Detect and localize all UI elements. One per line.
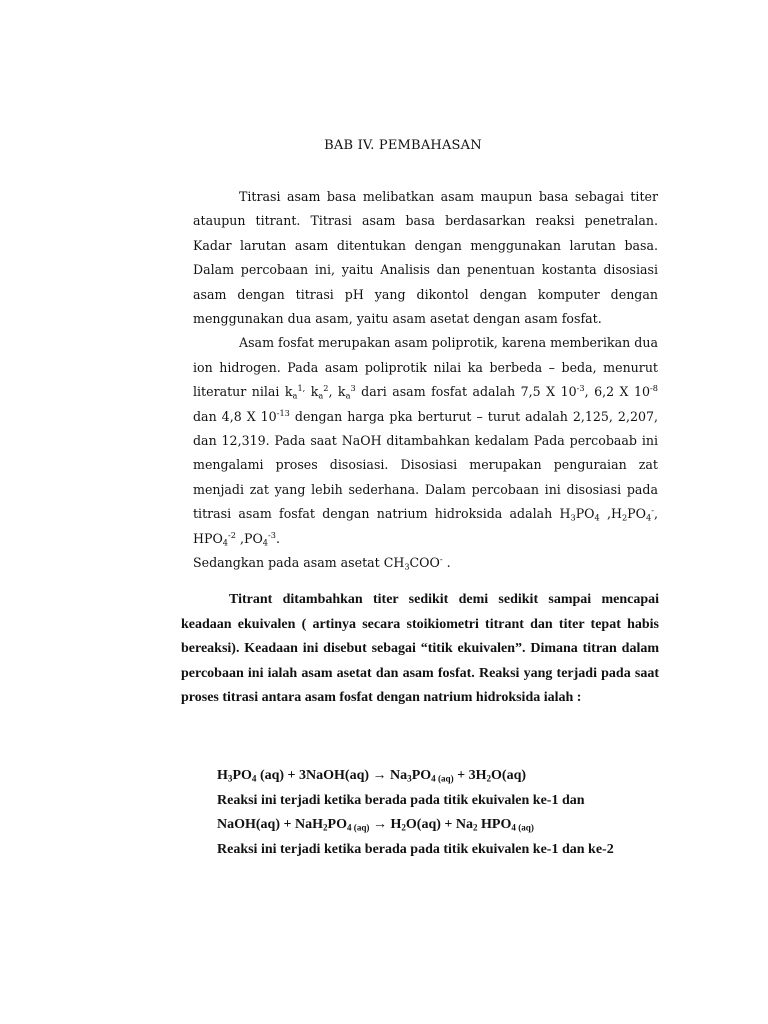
paragraph-titrasi: Titrasi asam basa melibatkan asam maupun basa sebagai titer ataupun titrant. Titrasi asam basa berdasarkan reaksi penetralan. Kadar larutan asam ditentukan dengan menggunakan larutan basa. Dalam percobaan ini, yaitu Analisis dan penentuan kostanta disosiasi asam dengan titrasi pH yang dikontol dengan komputer dengan menggunakan dua asam, yaitu asam asetat dengan asam fosfat. [193,189,658,327]
equation-2: NaOH(aq) + $NaH_2PO_{4 (aq)} \to H_2O(aq) + Na_2$ $HPO_{4 (aq)}$ [217,817,534,834]
equation-2-note: Reaksi ini terjadi ketika berada pada titik ekuivalen ke-1 dan ke-2 [217,842,614,858]
chapter-title: BAB IV. PEMBAHASAN [324,138,482,153]
equation-1: $H_3PO_4$ (aq) + 3NaOH(aq) → $Na_3PO_{4 (aq)} + 3H_2O(aq)$ [217,768,527,784]
body-text-bold [181,588,659,711]
paragraph-titrant: Titrant ditambahkan titer sedikit demi sedikit sampai mencapai keadaan ekuivalen ( artinya secara stoikiometri titrant dan titer tepat habis bereaksi). Keadaan ini disebut sebagai “titik ekuivalen”. Dimana titran dalam percobaan ini ialah asam asetat dan asam fosfat. Reaksi yang terjadi pada saat proses titrasi antara asam fosfat dengan natrium hidroksida ialah : [181,592,659,705]
body-text-regular [193,185,658,576]
paragraph-asam-fosfat: Asam fosfat merupakan asam poliprotik, karena memberikan dua ion hidrogen. Pada asam poliprotik nilai ka berbeda – beda, menurut literatur nilai $k_a^{1,}$ $k_a^2$, $k_a^3$ dari asam fosfat adalah 7,5 X $10^{-3}$, 6,2 X $10^{-8}$ dan 4,8 X $10^{-13}$ dengan harga pka berturut – turut adalah 2,125, 2,207, dan 12,319. Pada saat NaOH ditambahkan kedalam Pada percobaab ini mengalami proses disosiasi. Disosiasi merupakan penguraian zat menjadi zat yang lebih sederhana. Dalam percobaan ini disosiasi pada titrasi asam fosfat dengan natrium hidroksida adalah $H_3PO_4$ $,H_2PO_4^-$, $HPO_4^{-2}$ $,PO_4^{-3}$. Sedangkan pada asam asetat $CH_3COO^-$ . [193,335,658,572]
equation-1-note: Reaksi ini terjadi ketika berada pada titik ekuivalen ke-1 dan [217,792,585,808]
reaction-equations [217,764,677,863]
